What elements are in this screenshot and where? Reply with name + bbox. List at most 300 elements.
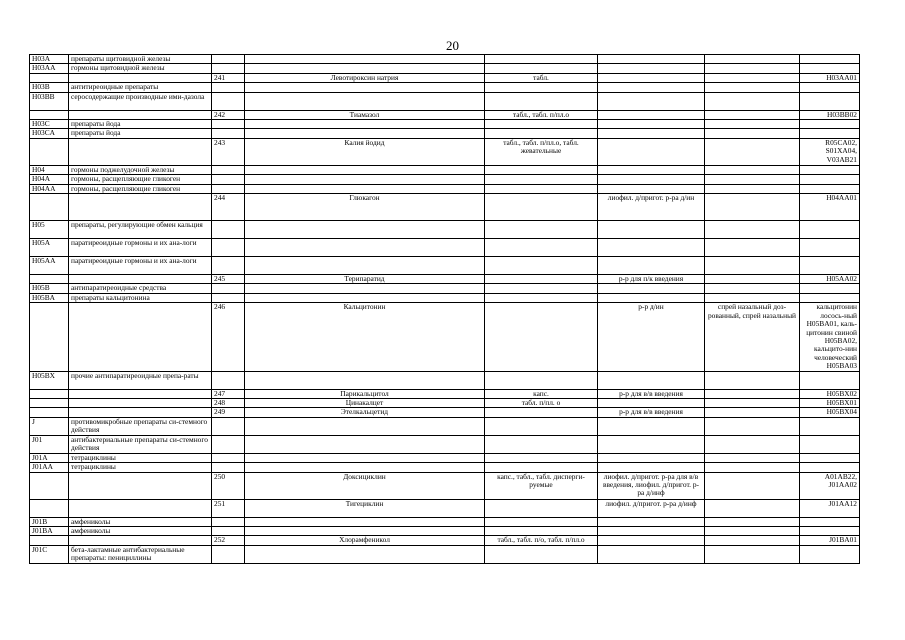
dosage-form-other-cell	[705, 408, 800, 417]
group-name-cell: амфениколы	[69, 517, 212, 526]
dosage-form-injectable-cell	[598, 92, 705, 110]
drug-name-cell	[245, 453, 485, 462]
group-name-cell	[69, 275, 212, 284]
table-row-group	[30, 239, 860, 257]
dosage-form-other-cell	[705, 284, 800, 293]
dosage-form-other-cell	[705, 138, 800, 165]
dosage-form-other-cell	[705, 55, 800, 64]
row-number-cell	[212, 417, 245, 435]
dosage-form-other-cell	[705, 83, 800, 92]
drug-name-cell: Терипаратид	[245, 275, 485, 284]
row-number-cell	[212, 435, 245, 453]
dosage-form-other-cell	[705, 545, 800, 563]
atc-group-code-cell: H03C	[30, 120, 69, 129]
table-row-drug	[30, 536, 860, 545]
drug-name-cell	[245, 175, 485, 184]
group-name-cell: паратиреоидные гормоны и их ана-логи	[69, 239, 212, 257]
dosage-form-injectable-cell	[598, 175, 705, 184]
dosage-form-other-cell	[705, 389, 800, 398]
row-number-cell: 252	[212, 536, 245, 545]
group-name-cell	[69, 389, 212, 398]
group-name-cell: гормоны щитовидной железы	[69, 64, 212, 73]
dosage-form-oral-cell	[485, 221, 598, 239]
dosage-form-other-cell	[705, 453, 800, 462]
atc-code-cell: H03AA01	[800, 73, 860, 82]
row-number-cell	[212, 64, 245, 73]
table-row-group	[30, 417, 860, 435]
atc-code-cell	[800, 435, 860, 453]
table-row-drug	[30, 408, 860, 417]
drug-name-cell: Кальцитонин	[245, 303, 485, 371]
table-row-drug	[30, 73, 860, 82]
group-name-cell	[69, 536, 212, 545]
dosage-form-oral-cell: капс., табл., табл. дисперги-руемые	[485, 472, 598, 499]
row-number-cell: 248	[212, 398, 245, 407]
atc-group-code-cell: J01BA	[30, 526, 69, 535]
atc-code-cell	[800, 129, 860, 138]
atc-group-code-cell	[30, 536, 69, 545]
atc-code-cell: R05CA02, S01XA04, V03AB21	[800, 138, 860, 165]
dosage-form-injectable-cell	[598, 55, 705, 64]
row-number-cell: 251	[212, 499, 245, 517]
dosage-form-injectable-cell	[598, 257, 705, 275]
dosage-form-injectable-cell	[598, 221, 705, 239]
dosage-form-injectable-cell: р-р для в/в введения	[598, 389, 705, 398]
atc-code-cell: H04AA01	[800, 194, 860, 221]
dosage-form-injectable-cell	[598, 184, 705, 193]
drug-name-cell	[245, 221, 485, 239]
drug-name-cell	[245, 55, 485, 64]
dosage-form-other-cell	[705, 499, 800, 517]
atc-code-cell	[800, 83, 860, 92]
dosage-form-oral-cell	[485, 526, 598, 535]
atc-code-cell	[800, 463, 860, 472]
dosage-form-other-cell	[705, 194, 800, 221]
dosage-form-other-cell	[705, 92, 800, 110]
group-name-cell: препараты йода	[69, 120, 212, 129]
dosage-form-injectable-cell	[598, 526, 705, 535]
dosage-form-oral-cell	[485, 284, 598, 293]
atc-code-cell: H03BB02	[800, 110, 860, 119]
drug-name-cell: Глюкагон	[245, 194, 485, 221]
dosage-form-injectable-cell	[598, 453, 705, 462]
row-number-cell: 244	[212, 194, 245, 221]
atc-code-cell	[800, 165, 860, 174]
group-name-cell: антитиреоидные препараты	[69, 83, 212, 92]
table-row-group	[30, 221, 860, 239]
dosage-form-oral-cell	[485, 435, 598, 453]
atc-group-code-cell	[30, 73, 69, 82]
group-name-cell: тетрациклины	[69, 453, 212, 462]
table-body	[30, 55, 860, 564]
table-row-group	[30, 120, 860, 129]
table-row-group	[30, 129, 860, 138]
dosage-form-injectable-cell	[598, 83, 705, 92]
dosage-form-oral-cell	[485, 92, 598, 110]
drug-name-cell	[245, 257, 485, 275]
table-row-drug	[30, 398, 860, 407]
atc-group-code-cell	[30, 408, 69, 417]
atc-group-code-cell: H05B	[30, 284, 69, 293]
drug-name-cell: Левотироксин натрия	[245, 73, 485, 82]
dosage-form-injectable-cell: р-р для п/к введения	[598, 275, 705, 284]
drug-name-cell	[245, 545, 485, 563]
drug-name-cell: Тигециклин	[245, 499, 485, 517]
table-row-group	[30, 371, 860, 389]
group-name-cell: тетрациклины	[69, 463, 212, 472]
atc-group-code-cell	[30, 194, 69, 221]
dosage-form-other-cell	[705, 221, 800, 239]
dosage-form-other-cell	[705, 526, 800, 535]
dosage-form-injectable-cell: лиофил. д/пригот. р-ра д/ин	[598, 194, 705, 221]
atc-code-cell	[800, 120, 860, 129]
table-row-drug	[30, 194, 860, 221]
table-row-group	[30, 83, 860, 92]
drug-name-cell	[245, 517, 485, 526]
dosage-form-injectable-cell	[598, 120, 705, 129]
group-name-cell: гормоны, расщепляющие гликоген	[69, 175, 212, 184]
atc-code-cell	[800, 257, 860, 275]
drug-name-cell: Цинакалцет	[245, 398, 485, 407]
atc-group-code-cell: H05BX	[30, 371, 69, 389]
dosage-form-injectable-cell	[598, 284, 705, 293]
row-number-cell	[212, 175, 245, 184]
dosage-form-oral-cell: капс.	[485, 389, 598, 398]
row-number-cell: 243	[212, 138, 245, 165]
dosage-form-injectable-cell: лиофил. д/пригот. р-ра для в/в введения, лиофил. д/пригот. р-ра д/инф	[598, 472, 705, 499]
drug-name-cell	[245, 120, 485, 129]
dosage-form-injectable-cell	[598, 371, 705, 389]
atc-group-code-cell	[30, 389, 69, 398]
atc-code-cell	[800, 453, 860, 462]
dosage-form-injectable-cell	[598, 129, 705, 138]
dosage-form-injectable-cell: р-р д/ин	[598, 303, 705, 371]
drug-name-cell	[245, 371, 485, 389]
dosage-form-oral-cell	[485, 453, 598, 462]
dosage-form-oral-cell: табл., табл. п/пл.о	[485, 110, 598, 119]
dosage-form-oral-cell	[485, 275, 598, 284]
table-row-drug	[30, 138, 860, 165]
group-name-cell	[69, 408, 212, 417]
atc-group-code-cell: H03AA	[30, 64, 69, 73]
dosage-form-other-cell	[705, 165, 800, 174]
atc-code-cell	[800, 92, 860, 110]
dosage-form-injectable-cell	[598, 239, 705, 257]
dosage-form-injectable-cell	[598, 398, 705, 407]
drug-name-cell	[245, 293, 485, 302]
group-name-cell: препараты кальцитонина	[69, 293, 212, 302]
atc-group-code-cell: J01C	[30, 545, 69, 563]
group-name-cell: гормоны, расщепляющие гликоген	[69, 184, 212, 193]
atc-group-code-cell: H05AA	[30, 257, 69, 275]
dosage-form-other-cell	[705, 184, 800, 193]
row-number-cell	[212, 453, 245, 462]
atc-group-code-cell	[30, 472, 69, 499]
group-name-cell: антипаратиреоидные средства	[69, 284, 212, 293]
atc-group-code-cell: J01	[30, 435, 69, 453]
table-row-group	[30, 184, 860, 193]
drug-name-cell: Доксициклин	[245, 472, 485, 499]
dosage-form-oral-cell	[485, 175, 598, 184]
group-name-cell: серосодержащие производные ими-дазола	[69, 92, 212, 110]
table-row-group	[30, 175, 860, 184]
dosage-form-oral-cell: табл.	[485, 73, 598, 82]
row-number-cell: 241	[212, 73, 245, 82]
drug-name-cell	[245, 92, 485, 110]
atc-code-cell	[800, 517, 860, 526]
dosage-form-other-cell	[705, 120, 800, 129]
row-number-cell: 242	[212, 110, 245, 119]
table-row-group	[30, 284, 860, 293]
drug-name-cell: Этелкальцетид	[245, 408, 485, 417]
dosage-form-oral-cell	[485, 417, 598, 435]
dosage-form-oral-cell	[485, 184, 598, 193]
drug-name-cell	[245, 284, 485, 293]
row-number-cell	[212, 129, 245, 138]
dosage-form-other-cell	[705, 398, 800, 407]
dosage-form-oral-cell: табл. п/пл. о	[485, 398, 598, 407]
dosage-form-oral-cell: табл., табл. п/о, табл. п/пл.о	[485, 536, 598, 545]
row-number-cell	[212, 120, 245, 129]
atc-code-cell	[800, 371, 860, 389]
dosage-form-oral-cell	[485, 303, 598, 371]
table-row-group	[30, 55, 860, 64]
dosage-form-other-cell	[705, 239, 800, 257]
drug-table	[29, 54, 860, 564]
dosage-form-other-cell	[705, 64, 800, 73]
atc-code-cell: J01AA12	[800, 499, 860, 517]
group-name-cell: препараты йода	[69, 129, 212, 138]
row-number-cell: 247	[212, 389, 245, 398]
table-row-drug	[30, 472, 860, 499]
table-row-drug	[30, 389, 860, 398]
group-name-cell	[69, 73, 212, 82]
group-name-cell	[69, 138, 212, 165]
group-name-cell: препараты щитовидной железы	[69, 55, 212, 64]
atc-group-code-cell	[30, 303, 69, 371]
drug-name-cell	[245, 417, 485, 435]
group-name-cell: амфениколы	[69, 526, 212, 535]
drug-name-cell: Парикальцитол	[245, 389, 485, 398]
dosage-form-injectable-cell	[598, 435, 705, 453]
dosage-form-injectable-cell	[598, 517, 705, 526]
row-number-cell	[212, 239, 245, 257]
atc-code-cell	[800, 55, 860, 64]
dosage-form-other-cell	[705, 73, 800, 82]
dosage-form-injectable-cell	[598, 293, 705, 302]
atc-code-cell	[800, 184, 860, 193]
atc-code-cell: H05AA02	[800, 275, 860, 284]
atc-code-cell	[800, 284, 860, 293]
atc-group-code-cell: J01AA	[30, 463, 69, 472]
row-number-cell	[212, 371, 245, 389]
dosage-form-oral-cell	[485, 408, 598, 417]
dosage-form-injectable-cell	[598, 536, 705, 545]
table-row-group	[30, 526, 860, 535]
atc-code-cell	[800, 239, 860, 257]
atc-code-cell	[800, 221, 860, 239]
dosage-form-other-cell	[705, 257, 800, 275]
drug-name-cell	[245, 64, 485, 73]
row-number-cell	[212, 463, 245, 472]
atc-group-code-cell: H04	[30, 165, 69, 174]
drug-name-cell: Тиамазол	[245, 110, 485, 119]
dosage-form-other-cell	[705, 275, 800, 284]
dosage-form-injectable-cell	[598, 417, 705, 435]
dosage-form-injectable-cell	[598, 165, 705, 174]
row-number-cell	[212, 517, 245, 526]
drug-name-cell	[245, 239, 485, 257]
row-number-cell	[212, 83, 245, 92]
dosage-form-injectable-cell	[598, 463, 705, 472]
dosage-form-injectable-cell	[598, 138, 705, 165]
atc-code-cell	[800, 545, 860, 563]
row-number-cell	[212, 257, 245, 275]
dosage-form-oral-cell	[485, 64, 598, 73]
dosage-form-other-cell	[705, 175, 800, 184]
group-name-cell	[69, 194, 212, 221]
dosage-form-other-cell	[705, 110, 800, 119]
dosage-form-other-cell	[705, 371, 800, 389]
dosage-form-oral-cell	[485, 463, 598, 472]
group-name-cell: антибактериальные препараты си-стемного действия	[69, 435, 212, 453]
atc-group-code-cell: H03B	[30, 83, 69, 92]
atc-code-cell	[800, 417, 860, 435]
dosage-form-oral-cell	[485, 545, 598, 563]
atc-group-code-cell	[30, 398, 69, 407]
drug-name-cell	[245, 83, 485, 92]
row-number-cell	[212, 92, 245, 110]
dosage-form-other-cell	[705, 472, 800, 499]
dosage-form-injectable-cell	[598, 110, 705, 119]
atc-code-cell: A01AB22, J01AA02	[800, 472, 860, 499]
table-row-group	[30, 453, 860, 462]
atc-code-cell: кальцитонин лосось-ный H05BA01, каль-цитонин свиной H05BA02, кальцито-нин человеческий H05BA03	[800, 303, 860, 371]
atc-code-cell: H05BX01	[800, 398, 860, 407]
dosage-form-oral-cell	[485, 194, 598, 221]
row-number-cell	[212, 184, 245, 193]
group-name-cell: противомикробные препараты си-стемного действия	[69, 417, 212, 435]
atc-group-code-cell: H04A	[30, 175, 69, 184]
group-name-cell: паратиреоидные гормоны и их ана-логи	[69, 257, 212, 275]
drug-name-cell	[245, 526, 485, 535]
table-row-group	[30, 463, 860, 472]
row-number-cell	[212, 293, 245, 302]
drug-name-cell	[245, 129, 485, 138]
group-name-cell	[69, 110, 212, 119]
group-name-cell	[69, 398, 212, 407]
atc-group-code-cell: J01B	[30, 517, 69, 526]
atc-code-cell: H05BX04	[800, 408, 860, 417]
dosage-form-oral-cell: табл., табл. п/пл.о, табл. жевательные	[485, 138, 598, 165]
atc-code-cell: J01BA01	[800, 536, 860, 545]
atc-group-code-cell: H03A	[30, 55, 69, 64]
dosage-form-oral-cell	[485, 55, 598, 64]
atc-group-code-cell: H04AA	[30, 184, 69, 193]
row-number-cell	[212, 545, 245, 563]
atc-group-code-cell	[30, 110, 69, 119]
drug-name-cell	[245, 184, 485, 193]
drug-name-cell	[245, 463, 485, 472]
row-number-cell: 249	[212, 408, 245, 417]
atc-group-code-cell	[30, 275, 69, 284]
dosage-form-injectable-cell	[598, 64, 705, 73]
dosage-form-injectable-cell: р-р для в/в введения	[598, 408, 705, 417]
atc-group-code-cell	[30, 499, 69, 517]
atc-group-code-cell: H03CA	[30, 129, 69, 138]
dosage-form-injectable-cell	[598, 545, 705, 563]
atc-code-cell	[800, 293, 860, 302]
dosage-form-oral-cell	[485, 499, 598, 517]
group-name-cell	[69, 303, 212, 371]
group-name-cell: гормоны поджелудочной железы	[69, 165, 212, 174]
dosage-form-injectable-cell	[598, 73, 705, 82]
row-number-cell	[212, 55, 245, 64]
dosage-form-other-cell	[705, 435, 800, 453]
row-number-cell	[212, 284, 245, 293]
atc-group-code-cell: H05	[30, 221, 69, 239]
dosage-form-other-cell	[705, 463, 800, 472]
table-row-group	[30, 257, 860, 275]
atc-group-code-cell	[30, 138, 69, 165]
dosage-form-oral-cell	[485, 129, 598, 138]
dosage-form-oral-cell	[485, 165, 598, 174]
dosage-form-oral-cell	[485, 120, 598, 129]
dosage-form-other-cell	[705, 517, 800, 526]
atc-code-cell	[800, 64, 860, 73]
dosage-form-oral-cell	[485, 293, 598, 302]
drug-name-cell: Калия йодид	[245, 138, 485, 165]
dosage-form-oral-cell	[485, 371, 598, 389]
table-row-group	[30, 517, 860, 526]
drug-name-cell	[245, 435, 485, 453]
atc-group-code-cell: H03BB	[30, 92, 69, 110]
dosage-form-other-cell	[705, 293, 800, 302]
row-number-cell: 245	[212, 275, 245, 284]
dosage-form-other-cell	[705, 536, 800, 545]
page-number: 20	[446, 38, 459, 53]
table-row-group	[30, 165, 860, 174]
dosage-form-oral-cell	[485, 83, 598, 92]
row-number-cell	[212, 526, 245, 535]
table-row-group	[30, 92, 860, 110]
table-row-group	[30, 435, 860, 453]
group-name-cell: препараты, регулирующие обмен кальция	[69, 221, 212, 239]
atc-group-code-cell: H05A	[30, 239, 69, 257]
dosage-form-other-cell	[705, 129, 800, 138]
table-row-drug	[30, 303, 860, 371]
row-number-cell	[212, 221, 245, 239]
group-name-cell: прочие антипаратиреоидные препа-раты	[69, 371, 212, 389]
row-number-cell	[212, 165, 245, 174]
dosage-form-oral-cell	[485, 257, 598, 275]
row-number-cell: 250	[212, 472, 245, 499]
atc-group-code-cell: J	[30, 417, 69, 435]
table-row-group	[30, 293, 860, 302]
dosage-form-other-cell: спрей назальный доз-рованный, спрей назальный	[705, 303, 800, 371]
group-name-cell	[69, 499, 212, 517]
dosage-form-injectable-cell: лиофил. д/пригот. р-ра д/инф	[598, 499, 705, 517]
atc-code-cell	[800, 175, 860, 184]
atc-code-cell: H05BX02	[800, 389, 860, 398]
row-number-cell: 246	[212, 303, 245, 371]
atc-group-code-cell: H05BA	[30, 293, 69, 302]
atc-group-code-cell: J01A	[30, 453, 69, 462]
drug-name-cell	[245, 165, 485, 174]
group-name-cell: бета-лактамные антибактериальные препараты: пенициллины	[69, 545, 212, 563]
dosage-form-other-cell	[705, 417, 800, 435]
table-row-drug	[30, 275, 860, 284]
